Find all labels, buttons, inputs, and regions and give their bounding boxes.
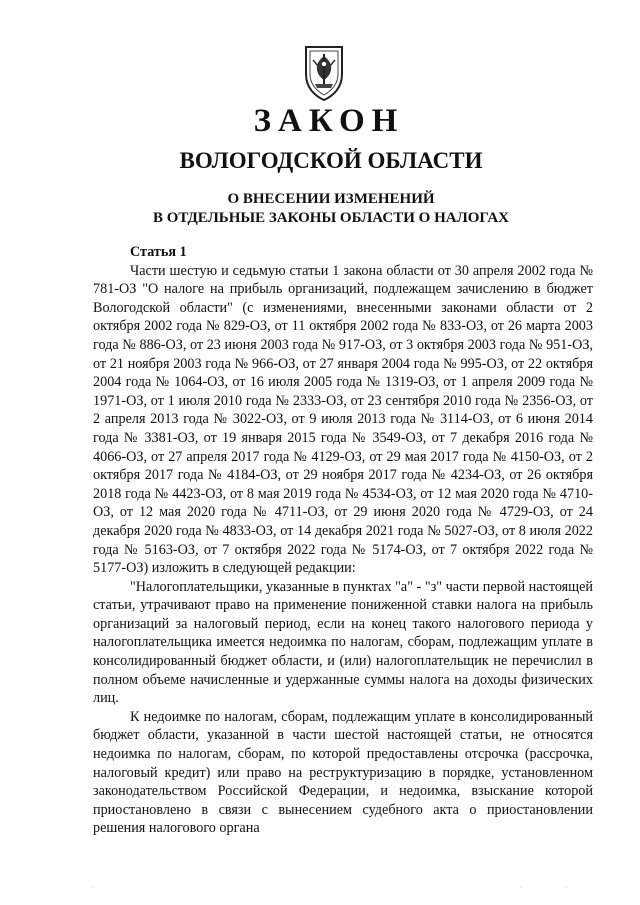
- article-paragraph-2: "Налогоплательщики, указанные в пунктах "а" - "з" части первой настоящей статьи, утрачивают право на применение пониженной ставки налога на прибыль организаций за налоговый период, если на конец такого налогового периода у налогоплательщика имеется недоимка по налогам, сборам, подлежащим уплате в консолидированный бюджет области, и (или) налогоплательщик не перечислил в полном объеме начисленные и удержанные суммы налога на доходы физических лиц.: [93, 578, 593, 707]
- article-paragraph-1: Части шестую и седьмую статьи 1 закона области от 30 апреля 2002 года № 781-ОЗ "О налоге на прибыль организаций, подлежащем зачислению в бюджет Вологодской области" (с изменениями, внесенными законами области от 2 октября 2002 года № 829-ОЗ, от 11 октября 2002 года № 833-ОЗ, от 26 марта 2003 года № 886-ОЗ, от 23 июня 2003 года № 917-ОЗ, от 3 октября 2003 года № 951-ОЗ, от 21 ноября 2003 года № 966-ОЗ, от 27 января 2004 года № 995-ОЗ, от 22 октября 2004 года № 1064-ОЗ, от 16 июля 2005 года № 1319-ОЗ, от 1 апреля 2009 года № 1971-ОЗ, от 1 июля 2010 года № 2333-ОЗ, от 23 сентября 2010 года № 2356-ОЗ, от 2 апреля 2013 года № 3022-ОЗ, от 9 июля 2013 года № 3114-ОЗ, от 6 июня 2014 года № 3381-ОЗ, от 19 января 2015 года № 3549-ОЗ, от 7 декабря 2016 года № 4066-ОЗ, от 27 апреля 2017 года № 4129-ОЗ, от 29 мая 2017 года № 4150-ОЗ, от 2 октября 2017 года № 4184-ОЗ, от 29 ноября 2017 года № 4234-ОЗ, от 26 октября 2018 года № 4423-ОЗ, от 8 мая 2019 года № 4534-ОЗ, от 12 мая 2020 года № 4710-ОЗ, от 12 мая 2020 года № 4711-ОЗ, от 29 июня 2020 года № 4729-ОЗ, от 24 декабря 2020 года № 4833-ОЗ, от 14 декабря 2021 года № 5027-ОЗ, от 8 июля 2022 года № 5163-ОЗ, от 7 октября 2022 года № 5174-ОЗ, от 7 октября 2022 года № 5177-ОЗ) изложить в следующей редакции:: [93, 262, 593, 577]
- article-body: [93, 243, 593, 838]
- scan-footer-marks: [80, 885, 620, 893]
- law-name-line-1: О ВНЕСЕНИИ ИЗМЕНЕНИЙ: [227, 191, 435, 207]
- region-title: ВОЛОГОДСКОЙ ОБЛАСТИ: [179, 148, 483, 173]
- law-name-line-2: В ОТДЕЛЬНЫЕ ЗАКОНЫ ОБЛАСТИ О НАЛОГАХ: [153, 210, 509, 226]
- article-heading: Статья 1: [130, 244, 187, 260]
- document-title: ЗАКОН: [253, 103, 405, 139]
- scan-mark-middle: ·: [520, 885, 522, 891]
- coat-of-arms-icon: [303, 44, 345, 102]
- law-name: [22, 190, 640, 228]
- article-paragraph-3: К недоимке по налогам, сборам, подлежащим уплате в консолидированный бюджет области, указанной в части шестой настоящей статьи, не относятся недоимка по налогам, сборам, по которой предоставлены отсрочка (рассрочка, налоговый кредит) или право на реструктуризацию в порядке, установленном законодательством Российской Федерации, и недоимка, взыскание которой приостановлено в связи с вынесением судебного акта о приостановлении решения налогового органа: [93, 708, 593, 837]
- scan-mark-left: ·: [92, 885, 94, 891]
- scan-mark-right: ·: [565, 885, 567, 891]
